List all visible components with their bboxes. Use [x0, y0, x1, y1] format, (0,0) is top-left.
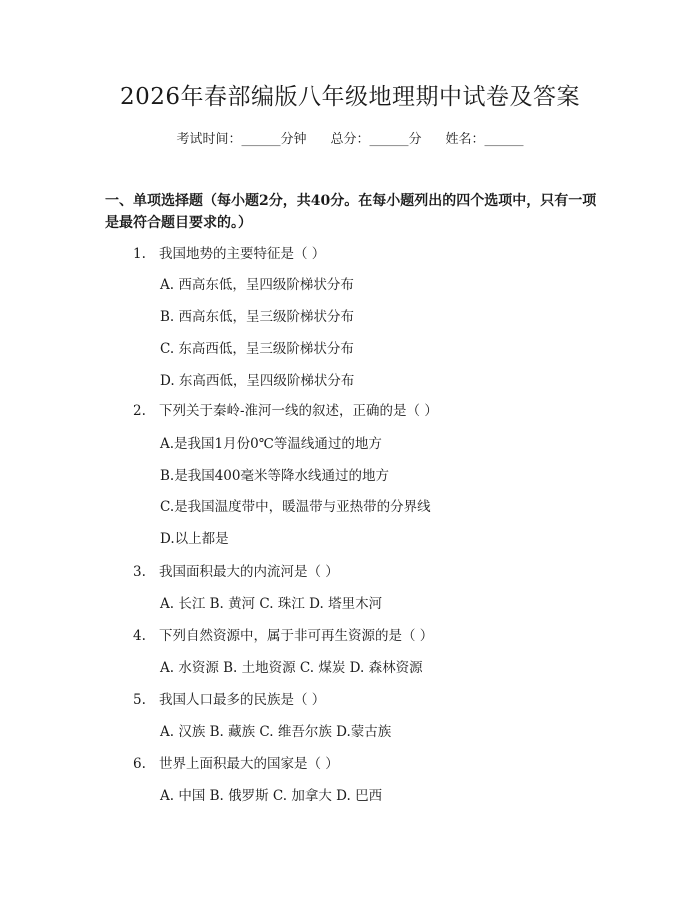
- student-name-field: 姓名：______: [445, 132, 524, 147]
- question-text: 世界上面积最大的国家是（ ）: [159, 756, 339, 772]
- question-5-options: A. 汉族 B. 藏族 C. 维吾尔族 D.蒙古族: [160, 724, 392, 740]
- question-3-options: A. 长江 B. 黄河 C. 珠江 D. 塔里木河: [160, 596, 383, 612]
- question-text: 下列关于秦岭-淮河一线的叙述，正确的是（ ）: [159, 403, 438, 419]
- question-number: 5.: [133, 692, 146, 708]
- section-heading: [105, 190, 605, 234]
- question-2-option-a: A.是我国1月份0℃等温线通过的地方: [160, 436, 382, 452]
- exam-info-line: [0, 131, 700, 149]
- question-number: 1.: [133, 246, 146, 262]
- question-number: 2.: [133, 403, 146, 419]
- question-1: [133, 245, 613, 263]
- question-4: [133, 627, 613, 645]
- question-2-option-b: B.是我国400毫米等降水线通过的地方: [160, 468, 389, 484]
- question-text: 我国面积最大的内流河是（ ）: [159, 564, 339, 580]
- question-1-option-a: A. 西高东低，呈四级阶梯状分布: [160, 277, 354, 293]
- question-text: 我国人口最多的民族是（ ）: [159, 692, 326, 708]
- question-5: [133, 691, 613, 709]
- question-1-option-b: B. 西高东低，呈三级阶梯状分布: [160, 309, 355, 325]
- question-1-option-d: D. 东高西低，呈四级阶梯状分布: [160, 373, 355, 389]
- question-number: 3.: [133, 564, 146, 580]
- section-heading-line-1: 一、单项选择题（每小题2分，共40分。在每小题列出的四个选项中，只有一项: [105, 193, 597, 209]
- question-1-option-c: C. 东高西低，呈三级阶梯状分布: [160, 341, 354, 357]
- question-6: [133, 755, 613, 773]
- question-4-options: A. 水资源 B. 土地资源 C. 煤炭 D. 森林资源: [160, 660, 423, 676]
- page-title: 2026年春部编版八年级地理期中试卷及答案: [119, 84, 581, 110]
- question-text: 下列自然资源中，属于非可再生资源的是（ ）: [159, 628, 434, 644]
- question-number: 4.: [133, 628, 146, 644]
- question-2: [133, 402, 613, 420]
- question-2-option-d: D.以上都是: [160, 531, 229, 547]
- question-text: 我国地势的主要特征是（ ）: [159, 246, 326, 262]
- section-heading-line-2: 是最符合题目要求的。）: [105, 215, 252, 231]
- question-6-options: A. 中国 B. 俄罗斯 C. 加拿大 D. 巴西: [160, 788, 383, 804]
- exam-time-field: 考试时间：______分钟: [176, 132, 307, 147]
- total-score-field: 总分：______分: [330, 132, 422, 147]
- question-2-option-c: C.是我国温度带中，暖温带与亚热带的分界线: [160, 499, 431, 515]
- question-number: 6.: [133, 756, 146, 772]
- question-3: [133, 563, 613, 581]
